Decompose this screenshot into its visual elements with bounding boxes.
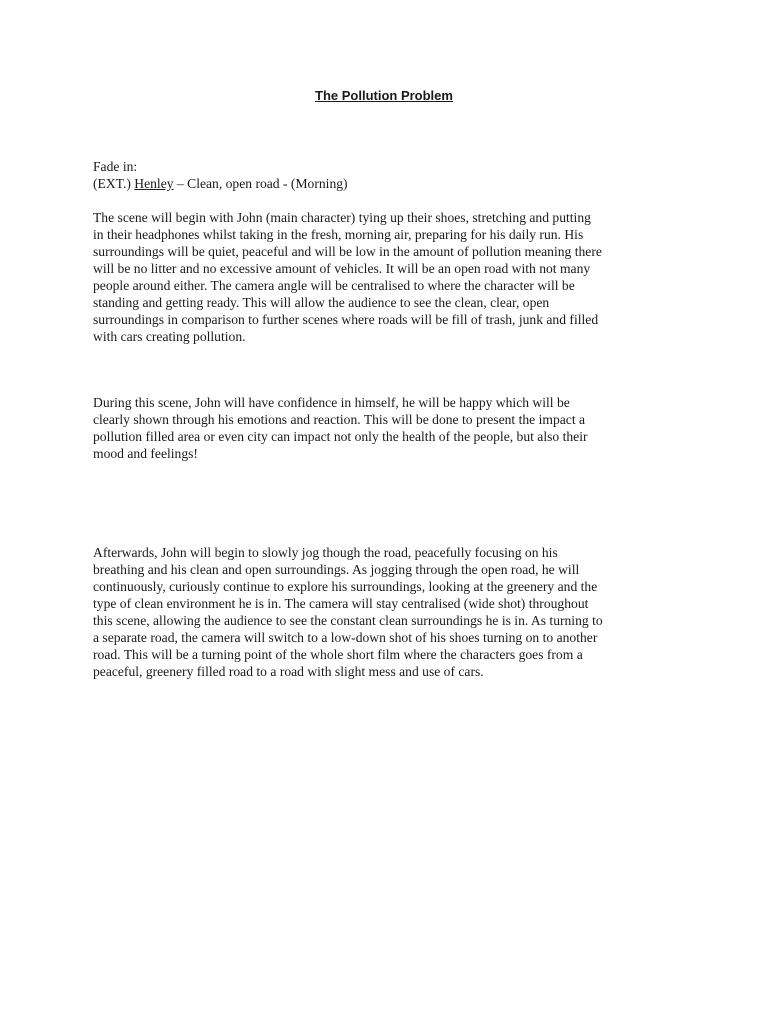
paragraph-line: with cars creating pollution.	[93, 329, 246, 344]
scene-location-line	[93, 175, 693, 192]
paragraph-3	[93, 544, 693, 680]
paragraph-line: in their headphones whilst taking in the fresh, morning air, preparing for his daily run. His	[93, 227, 584, 242]
paragraph-2	[93, 394, 693, 462]
paragraph-line: this scene, allowing the audience to see the constant clean surroundings he is in. As turning to	[93, 613, 603, 628]
scene-location: Henley	[134, 176, 174, 191]
paragraph-line: standing and getting ready. This will allow the audience to see the clean, clear, open	[93, 295, 550, 310]
paragraph-line: Afterwards, John will begin to slowly jog though the road, peacefully focusing on his	[93, 545, 558, 560]
paragraph-line: a separate road, the camera will switch to a low-down shot of his shoes turning on to another	[93, 630, 598, 645]
paragraph-line: breathing and his clean and open surroundings. As jogging through the open road, he will	[93, 562, 580, 577]
paragraph-line: pollution filled area or even city can impact not only the health of the people, but also their	[93, 429, 588, 444]
paragraph-line: mood and feelings!	[93, 446, 198, 461]
paragraph-line: During this scene, John will have confidence in himself, he will be happy which will be	[93, 395, 570, 410]
paragraph-line: peaceful, greenery filled road to a road with slight mess and use of cars.	[93, 664, 484, 679]
paragraph-line: surroundings will be quiet, peaceful and will be low in the amount of pollution meaning there	[93, 244, 602, 259]
page-title: The Pollution Problem	[315, 88, 453, 103]
paragraph-line: will be no litter and no excessive amount of vehicles. It will be an open road with not many	[93, 261, 591, 276]
fade-in-label: Fade in:	[93, 159, 138, 174]
paragraph-line: continuously, curiously continue to explore his surroundings, looking at the greenery and the	[93, 579, 598, 594]
paragraph-line: clearly shown through his emotions and reaction. This will be done to present the impact a	[93, 412, 586, 427]
scene-prefix: (EXT.)	[93, 176, 135, 191]
scene-heading	[93, 158, 693, 192]
paragraph-line: road. This will be a turning point of the whole short film where the characters goes from a	[93, 647, 583, 662]
paragraph-line: The scene will begin with John (main character) tying up their shoes, stretching and putting	[93, 210, 591, 225]
paragraph-line: type of clean environment he is in. The camera will stay centralised (wide shot) throughout	[93, 596, 589, 611]
paragraph-line: people around either. The camera angle will be centralised to where the character will be	[93, 278, 575, 293]
paragraph-1	[93, 209, 693, 345]
scene-suffix: – Clean, open road - (Morning)	[173, 176, 348, 191]
paragraph-line: surroundings in comparison to further scenes where roads will be fill of trash, junk and filled	[93, 312, 599, 327]
